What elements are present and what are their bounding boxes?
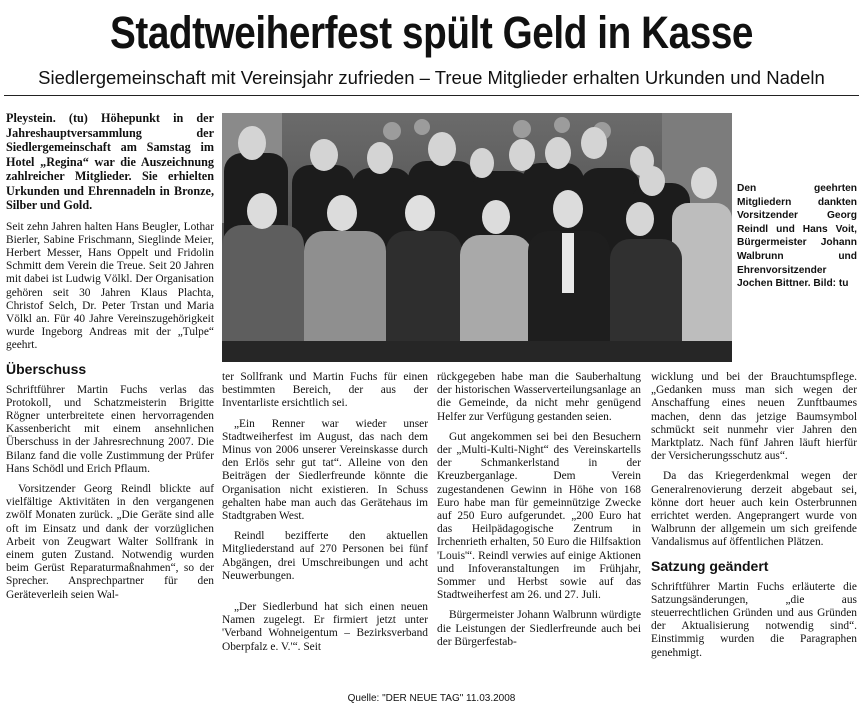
paragraph: Bürgermeister Johann Walbrunn würdigte die Leistungen der Siedlerfreunde auch bei der Bürgerfestab- — [437, 609, 641, 648]
paragraph: „Der Siedlerbund hat sich einen neuen Namen zugelegt. Er firmiert jetzt unter 'Verband Wohneigentum – Bezirksverband Oberpfalz e. V.'“. Seit — [222, 601, 428, 653]
section-heading-satzung: Satzung geändert — [651, 557, 769, 574]
paragraph: Schriftführer Martin Fuchs verlas das Protokoll, und Schatzmeisterin Brigitte Rögner unterbreitete einen hervorragenden Kassenbericht mit einem ansehnlichen Überschuss in der Jahresrechnung 2007. Die Bilanz fand die volle Zustimmung der Prüfer Hans Schödl und Erich Pflaum. — [6, 383, 214, 475]
header-divider — [4, 95, 859, 96]
paragraph: Reindl bezifferte den aktuellen Mitgliederstand auf 270 Personen bei fünf Abgängen, drei Umschreibungen und acht Neuwerbungen. — [222, 530, 428, 582]
headline: Stadtweiherfest spült Geld in Kasse — [109, 7, 754, 58]
paragraph: wicklung und bei der Brauchtumspflege. „Gedanken muss man sich wegen der Anschaffung eines neuen Zunftbaumes machen, denn das jetzige Baumsymbol schmückt seit nunmehr vier Jahren den Marktplatz. Nach fünf Jahren läuft hierfür der Versicherungsschutz aus“. — [651, 371, 857, 463]
article-column-4 — [651, 371, 857, 667]
paragraph: rückgegeben habe man die Sauberhaltung der historischen Wasserverteilungsanlage an die Gemeinde, da nicht mehr genügend Helfer zur Verfügung gestanden seien. — [437, 371, 641, 423]
article-column-1 — [6, 111, 214, 609]
paragraph: Vorsitzender Georg Reindl blickte auf vielfältige Aktivitäten in den vergangenen zwölf Monaten zurück. „Die Geräte sind alle oft im Einsatz und dank der vorzüglichen Arbeit von Zeugwart Walter Sollfrank in einem guten Zustand. Notwendig wurden beim Gerüst Reparaturmaßnahmen“, so der Sprecher. Ansprechpartner für den Geräteverleih seien Wal- — [6, 482, 214, 601]
photo-caption: Den geehrten Mitgliedern dankten Vorsitzender Georg Reindl und Hans Voit, Bürgermeister Johann Walbrunn und Ehrenvorsitzender Jochen Bittner. Bild: tu — [737, 183, 857, 290]
group-photo — [222, 113, 732, 362]
subheadline: Siedlergemeinschaft mit Vereinsjahr zufrieden – Treue Mitglieder erhalten Urkunden und Nadeln — [38, 67, 825, 88]
group-photo-illustration — [222, 113, 732, 362]
paragraph: „Ein Renner war wieder unser Stadtweiherfest im August, das nach dem Minus von 2006 unserer Vereinskasse durch den Erlös sehr gut tat“. Alleine von den Beiträgen der Siedlerfreunde könnte die Organisation nicht existieren. In Schuss gehalten habe man auch das Gerätehaus im Stadtgraben West. — [222, 417, 428, 523]
article-column-2 — [222, 371, 428, 661]
article-column-3 — [437, 371, 641, 656]
section-heading-ueberschuss: Überschuss — [6, 360, 87, 377]
paragraph: Da das Kriegerdenkmal wegen der Generalrenovierung derzeit abgebaut sei, könne dort heuer auch kein Osterbrunnen errichtet werden. Angeprangert wurde von Walbrunn der allgemein um sich greifende Vandalismus auf öffentlichen Plätzen. — [651, 470, 857, 549]
paragraph: Schriftführer Martin Fuchs erläuterte die Satzungsänderungen, „die aus steuerrechtlichen Gründen und aus Gründen der Aktualisierung notwendig sind“. Einstimmig wurden die Paragraphen genehmigt. — [651, 580, 857, 659]
paragraph: Gut angekommen sei bei den Besuchern der „Multi-Kulti-Night“ des Vereinskartells der Schmankerlstand in der Kreuzberganlage. Dem Verein zugestandenen Gewinn in Höhe von 168 Euro habe man für gemeinnützige Zwecke auf 250 Euro aufgerundet. „200 Euro hat das Heilpädagogische Zentrum in Irchenrieth erhalten, 50 Euro die Hilfsaktion 'Louis'“. Reindl verwies auf einige Aktionen und Infoveranstaltungen im Frühjahr, Sommer und Herbst sowie auf das Stadtweiherfest am 26. und 27. Juli. — [437, 430, 641, 602]
paragraph: ter Sollfrank und Martin Fuchs für einen bestimmten Bereich, der aus der Inventarliste ersichtlich sei. — [222, 371, 428, 410]
honorees-paragraph: Seit zehn Jahren halten Hans Beugler, Lothar Bierler, Sabine Frischmann, Sieglinde Meier, Herbert Messer, Hans Oppelt und Fridolin Schmitt dem Verein die Treue. Seit 20 Jahren mit dabei ist Ludwig Völkl. Der Organisation gehören seit 30 Jahren Klaus Plachta, Christof Selch, Dr. Peter Trstan und Maria Völkl an. Für 40 Jahre Vereinszugehörigkeit wurde Ingeborg Andreas mit der „Tulpe“ geehrt. — [6, 220, 214, 352]
lead-paragraph: Pleystein. (tu) Höhepunkt in der Jahreshauptversammlung der Siedlergemeinschaft am Samstag im Hotel „Regina“ war die Auszeichnung zahlreicher Mitglieder. Sie erhielten Urkunden und Ehrennadeln in Bronze, Silber und Gold. — [6, 111, 214, 212]
source-credit: Quelle: "DER NEUE TAG" 11.03.2008 — [347, 693, 516, 704]
